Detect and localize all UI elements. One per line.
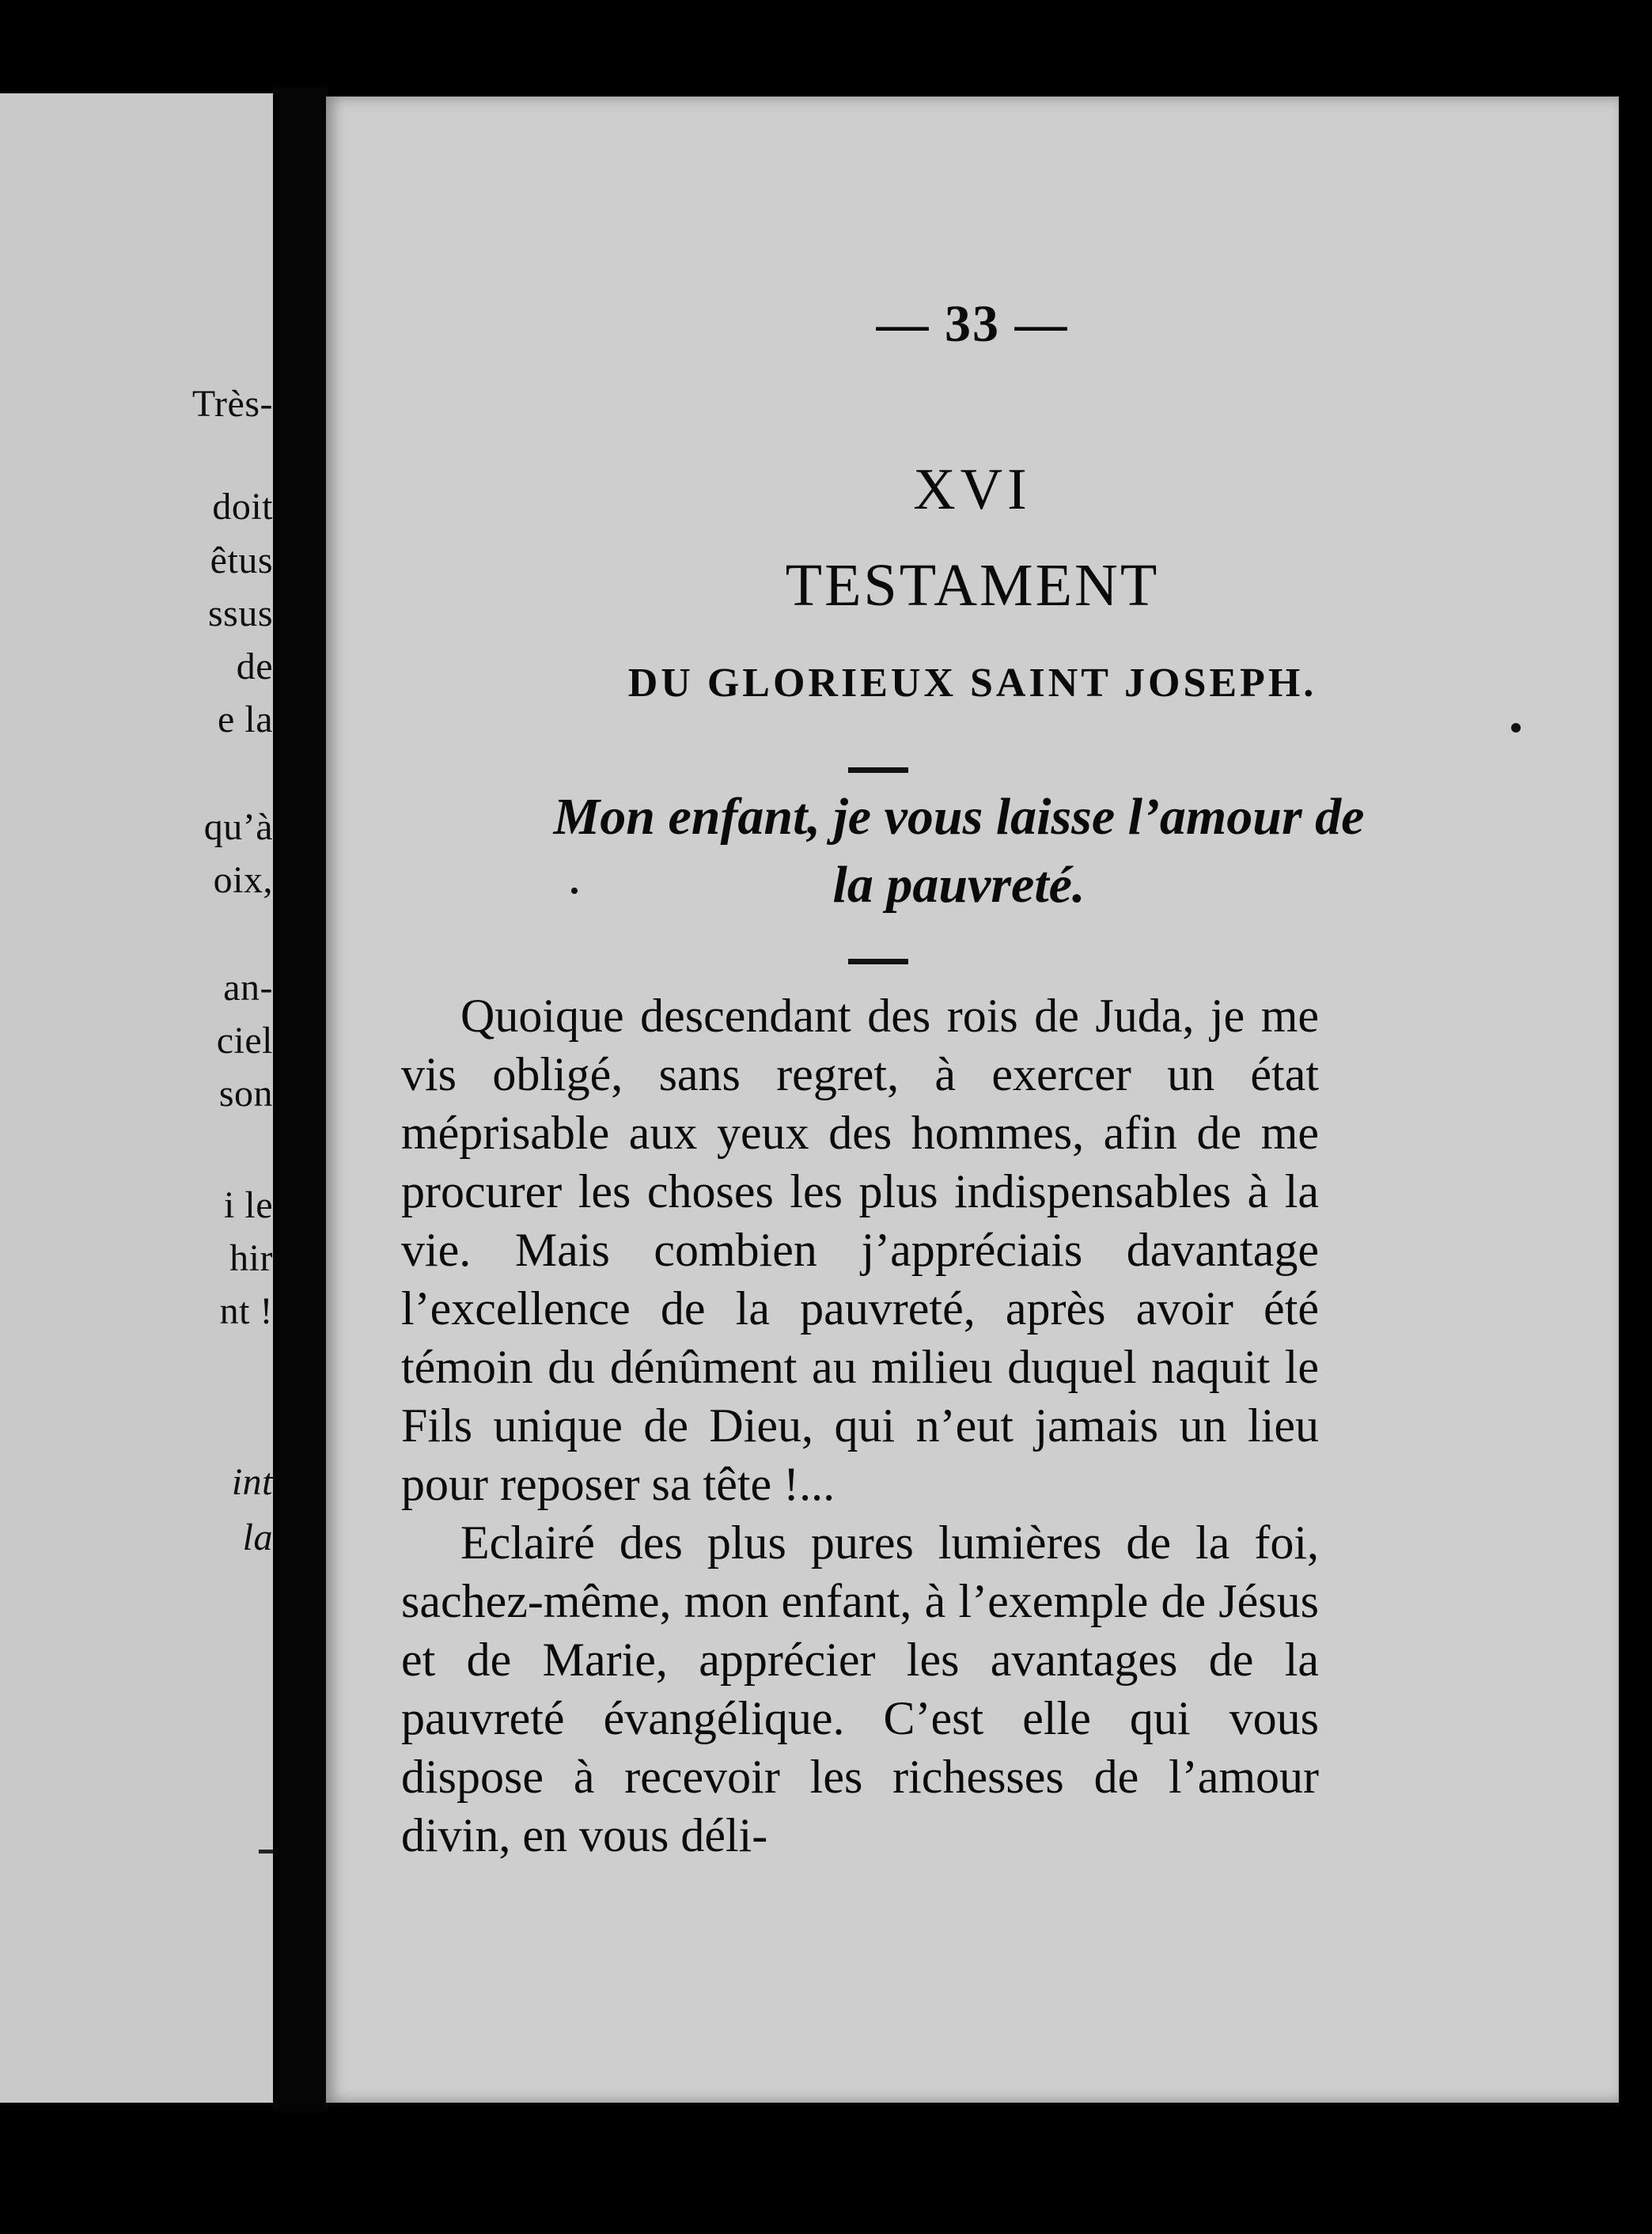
left-page-mark: [259, 1850, 273, 1853]
book-gutter: [273, 87, 328, 2112]
book-page: [326, 97, 1619, 2103]
paragraph: Eclairé des plus pures lumières de la foi, sachez-même, mon enfant, à l’exemple de Jésus et de Marie, apprécier les avantages de la pauvreté évangélique. C’est elle qui vous dispose à recevoir les richesses de l’amour divin, en vous déli-: [401, 1516, 1319, 1861]
page-number: — 33 —: [876, 295, 1069, 353]
chapter-title: TESTAMENT: [785, 552, 1160, 619]
left-page-line: int: [231, 1461, 273, 1503]
epigraph-line: la pauvreté.: [832, 856, 1086, 914]
epigraph-line: Mon enfant, je vous laisse l’amour de: [553, 788, 1365, 846]
speck: [571, 888, 578, 894]
left-page-line: e la: [218, 699, 273, 740]
left-page-line: de: [236, 646, 273, 687]
chapter-number: XVI: [913, 457, 1032, 522]
left-page-line: êtus: [210, 540, 273, 581]
left-page-line: oix,: [213, 859, 273, 901]
speck: [1511, 723, 1521, 733]
left-page-line: hir: [229, 1237, 273, 1279]
left-page-line: Très-: [191, 383, 273, 425]
paragraph: Quoique descendant des rois de Juda, je me vis obligé, sans regret, à exercer un état méprisable aux yeux des hommes, afin de me procurer les choses les plus indispensables à la vie. Mais combien j’appréciais davantage l’excellence de la pauvreté, après avoir été témoin du dénûment au milieu duquel naquit le Fils unique de Dieu, qui n’eut jamais un lieu pour reposer sa tête !...: [401, 990, 1319, 1510]
left-page-line: an-: [223, 967, 273, 1009]
left-page-line: nt !: [219, 1290, 273, 1332]
left-page-line: i le: [224, 1184, 273, 1226]
previous-page-fragment: [0, 93, 273, 2103]
chapter-subtitle: DU GLORIEUX SAINT JOSEPH.: [627, 661, 1317, 706]
left-page-line: son: [218, 1073, 273, 1115]
body-text: [401, 986, 1319, 1865]
left-page-line: ssus: [207, 593, 273, 634]
separator-rule: [848, 959, 908, 964]
left-page-line: la: [242, 1516, 273, 1558]
left-page-line: doit: [212, 486, 273, 528]
separator-rule: [848, 767, 908, 773]
epigraph: [405, 783, 1513, 919]
left-page-line: qu’à: [203, 806, 273, 848]
left-page-line: ciel: [216, 1020, 273, 1062]
